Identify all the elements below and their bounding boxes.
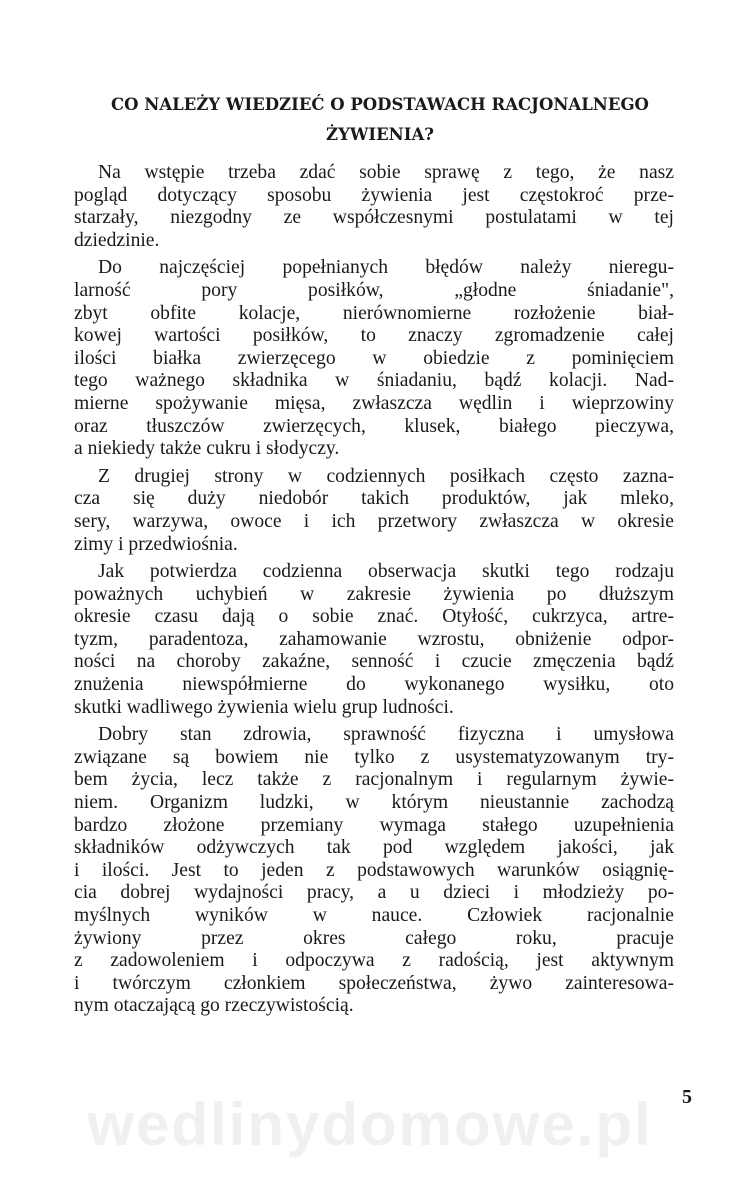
text-line: i twórczym członkiem społeczeństwa, żywo zainteresowa- xyxy=(74,972,674,994)
page-number: 5 xyxy=(682,1086,692,1108)
paragraph xyxy=(74,561,674,719)
text-line: Do najczęściej popełnianych błędów należy nieregu- xyxy=(98,257,674,279)
text-line: i ilości. Jest to jeden z podstawowych warunków osiągnię- xyxy=(74,859,674,881)
text-line: żywiony przez okres całego roku, pracuje xyxy=(74,927,674,949)
chapter-title-line-1: CO NALEŻY WIEDZIEĆ O PODSTAWACH RACJONALNEGO xyxy=(111,95,649,114)
chapter-title-line-2: ŻYWIENIA? xyxy=(326,125,434,144)
text-line: sery, warzywa, owoce i ich przetwory zwłaszcza w okresie xyxy=(74,510,674,532)
text-line: nym otaczającą go rzeczywistością. xyxy=(74,995,354,1017)
text-line: Dobry stan zdrowia, sprawność fizyczna i umysłowa xyxy=(98,724,674,746)
text-line: oraz tłuszczów zwierzęcych, klusek, białego pieczywa, xyxy=(74,415,674,437)
paragraph xyxy=(74,257,674,460)
text-line: z zadowoleniem i odpoczywa z radością, jest aktywnym xyxy=(74,950,674,972)
text-line: Na wstępie trzeba zdać sobie sprawę z tego, że nasz xyxy=(98,162,674,183)
text-line: pogląd dotyczący sposobu żywienia jest częstokroć prze- xyxy=(74,184,674,206)
text-line: dziedzinie. xyxy=(74,229,160,251)
text-line: okresie czasu dają o sobie znać. Otyłość, cukrzyca, artre- xyxy=(74,606,674,628)
text-line: składników odżywczych tak pod względem jakości, jak xyxy=(74,837,674,859)
paragraph xyxy=(74,724,674,1018)
body-text xyxy=(74,162,674,1023)
text-line: poważnych uchybień w zakresie żywienia po dłuższym xyxy=(74,583,674,605)
paragraph xyxy=(74,162,674,252)
text-line: kowej wartości posiłków, to znaczy zgromadzenie całej xyxy=(74,325,674,347)
text-line: a niekiedy także cukru i słodyczy. xyxy=(74,438,340,460)
text-line: cza się duży niedobór takich produktów, jak mleko, xyxy=(74,488,674,510)
text-line: niem. Organizm ludzki, w którym nieustannie zachodzą xyxy=(74,792,674,814)
text-line: skutki wadliwego żywienia wielu grup ludności. xyxy=(74,696,454,718)
text-line: mierne spożywanie mięsa, zwłaszcza wędlin i wieprzowiny xyxy=(74,392,674,414)
text-line: larność pory posiłków, „głodne śniadanie", xyxy=(74,279,674,301)
text-line: bem życia, lecz także z racjonalnym i regularnym żywie- xyxy=(74,769,674,791)
text-line: cia dobrej wydajności pracy, a u dzieci i młodzieży po- xyxy=(74,882,674,904)
text-line: zimy i przedwiośnia. xyxy=(74,533,238,555)
text-line: znużenia niewspółmierne do wykonanego wysiłku, oto xyxy=(74,674,674,696)
paragraph xyxy=(74,466,674,556)
text-line: ności na choroby zakaźne, senność i czucie zmęczenia bądź xyxy=(74,651,674,673)
watermark: wedlinydomowe.pl xyxy=(87,1091,653,1158)
text-line: Jak potwierdza codzienna obserwacja skutki tego rodzaju xyxy=(98,561,674,583)
text-line: tyzm, paradentoza, zahamowanie wzrostu, obniżenie odpor- xyxy=(74,628,674,650)
text-line: Z drugiej strony w codziennych posiłkach często zazna- xyxy=(98,465,674,487)
text-line: zbyt obfite kolacje, nierównomierne rozłożenie biał- xyxy=(74,302,674,324)
text-line: tego ważnego składnika w śniadaniu, bądź kolacji. Nad- xyxy=(74,370,674,392)
text-line: myślnych wyników w nauce. Człowiek racjonalnie xyxy=(74,905,674,926)
text-line: starzały, niezgodny ze współczesnymi postulatami w tej xyxy=(74,207,674,229)
text-line: bardzo złożone przemiany wymaga stałego uzupełnienia xyxy=(74,814,674,836)
text-line: ilości białka zwierzęcego w obiedzie z pominięciem xyxy=(74,347,674,369)
text-line: związane są bowiem nie tylko z usystematyzowanym try- xyxy=(74,746,674,768)
chapter-title xyxy=(60,90,700,150)
